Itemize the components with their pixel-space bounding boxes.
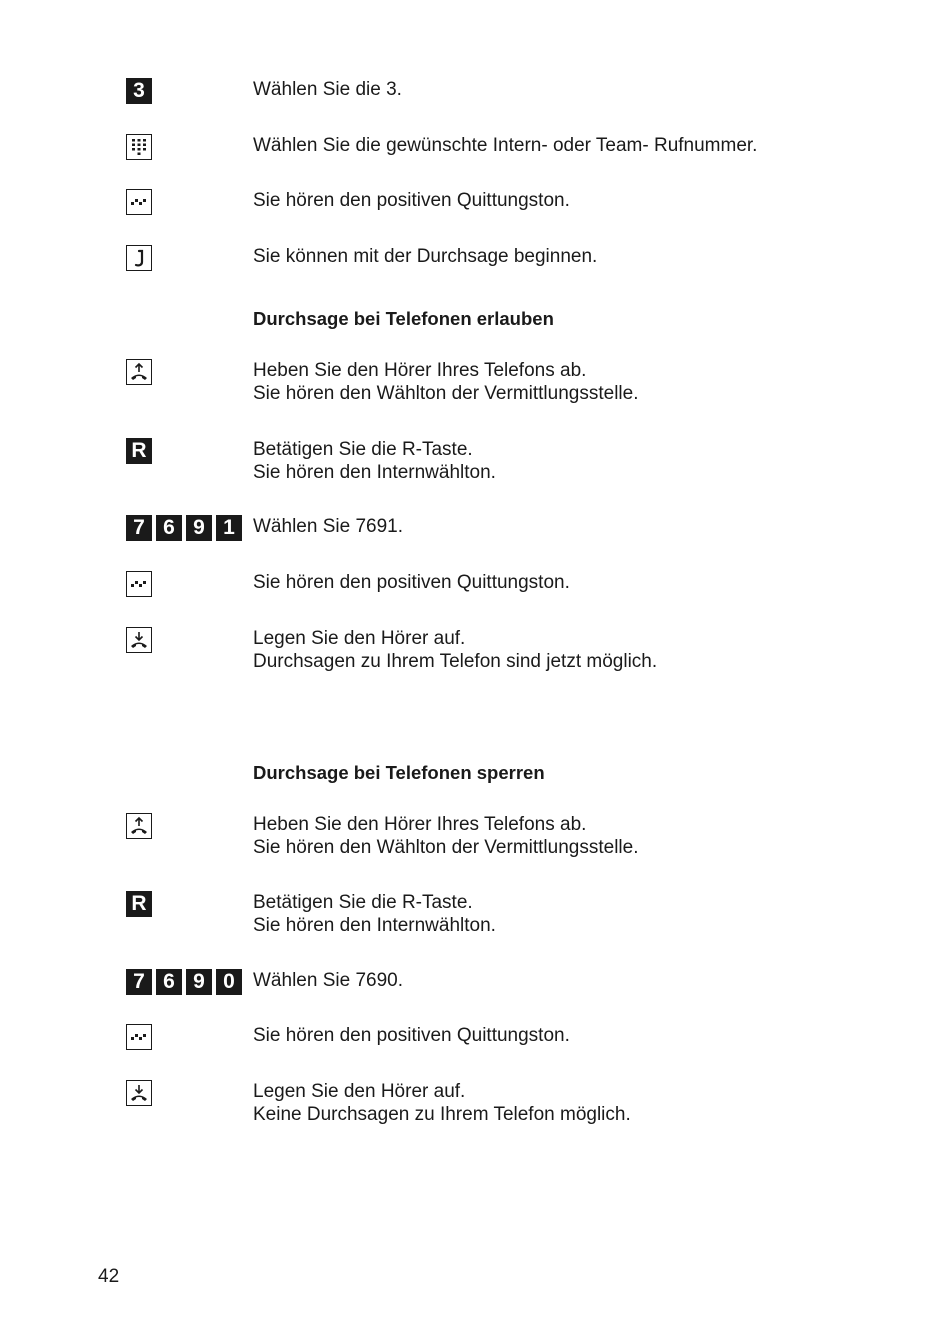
key-6-icon: 6: [156, 969, 182, 995]
step-text: Heben Sie den Hörer Ihres Telefons ab.: [253, 360, 587, 381]
key-3-icon: 3: [126, 78, 152, 104]
tone-icon: [126, 189, 152, 215]
step-text: Wählen Sie 7690.: [253, 970, 403, 991]
key-7-icon: 7: [126, 515, 152, 541]
key-r-icon: R: [126, 438, 152, 464]
step-text: Sie können mit der Durchsage beginnen.: [253, 246, 598, 267]
tone-icon: [126, 571, 152, 597]
step-text: Sie hören den positiven Quittungston.: [253, 572, 570, 593]
section-heading-block: Durchsage bei Telefonen sperren: [253, 762, 545, 783]
key-1-icon: 1: [216, 515, 242, 541]
keypad-icon: [126, 134, 152, 160]
step-text: Sie hören den positiven Quittungston.: [253, 1025, 570, 1046]
step-text: Legen Sie den Hörer auf.: [253, 628, 466, 649]
key-9-icon: 9: [186, 969, 212, 995]
lift-handset-icon: [126, 359, 152, 385]
step-text: Wählen Sie die gewünschte Intern- oder Team- Rufnummer.: [253, 135, 758, 156]
section-heading-allow: Durchsage bei Telefonen erlauben: [253, 308, 554, 329]
step-text: Sie hören den Internwählton.: [253, 462, 496, 483]
hang-up-icon: [126, 1080, 152, 1106]
key-6-icon: 6: [156, 515, 182, 541]
step-text: Keine Durchsagen zu Ihrem Telefon möglich.: [253, 1104, 631, 1125]
key-9-icon: 9: [186, 515, 212, 541]
step-text: Legen Sie den Hörer auf.: [253, 1081, 466, 1102]
key-r-icon: R: [126, 891, 152, 917]
hang-up-icon: [126, 627, 152, 653]
step-text: Durchsagen zu Ihrem Telefon sind jetzt möglich.: [253, 651, 658, 672]
step-text: Sie hören den Internwählton.: [253, 915, 496, 936]
step-text: Heben Sie den Hörer Ihres Telefons ab.: [253, 814, 587, 835]
step-text: Sie hören den Wählton der Vermittlungsstelle.: [253, 837, 639, 858]
step-text: Sie hören den positiven Quittungston.: [253, 190, 570, 211]
step-text: Betätigen Sie die R-Taste.: [253, 892, 473, 913]
step-text: Wählen Sie die 3.: [253, 79, 402, 100]
key-0-icon: 0: [216, 969, 242, 995]
page-number: 42: [98, 1266, 120, 1287]
step-text: Wählen Sie 7691.: [253, 516, 403, 537]
tone-icon: [126, 1024, 152, 1050]
step-text: Betätigen Sie die R-Taste.: [253, 439, 473, 460]
lift-handset-icon: [126, 813, 152, 839]
key-7-icon: 7: [126, 969, 152, 995]
handset-talk-icon: [126, 245, 152, 271]
step-text: Sie hören den Wählton der Vermittlungsstelle.: [253, 383, 639, 404]
